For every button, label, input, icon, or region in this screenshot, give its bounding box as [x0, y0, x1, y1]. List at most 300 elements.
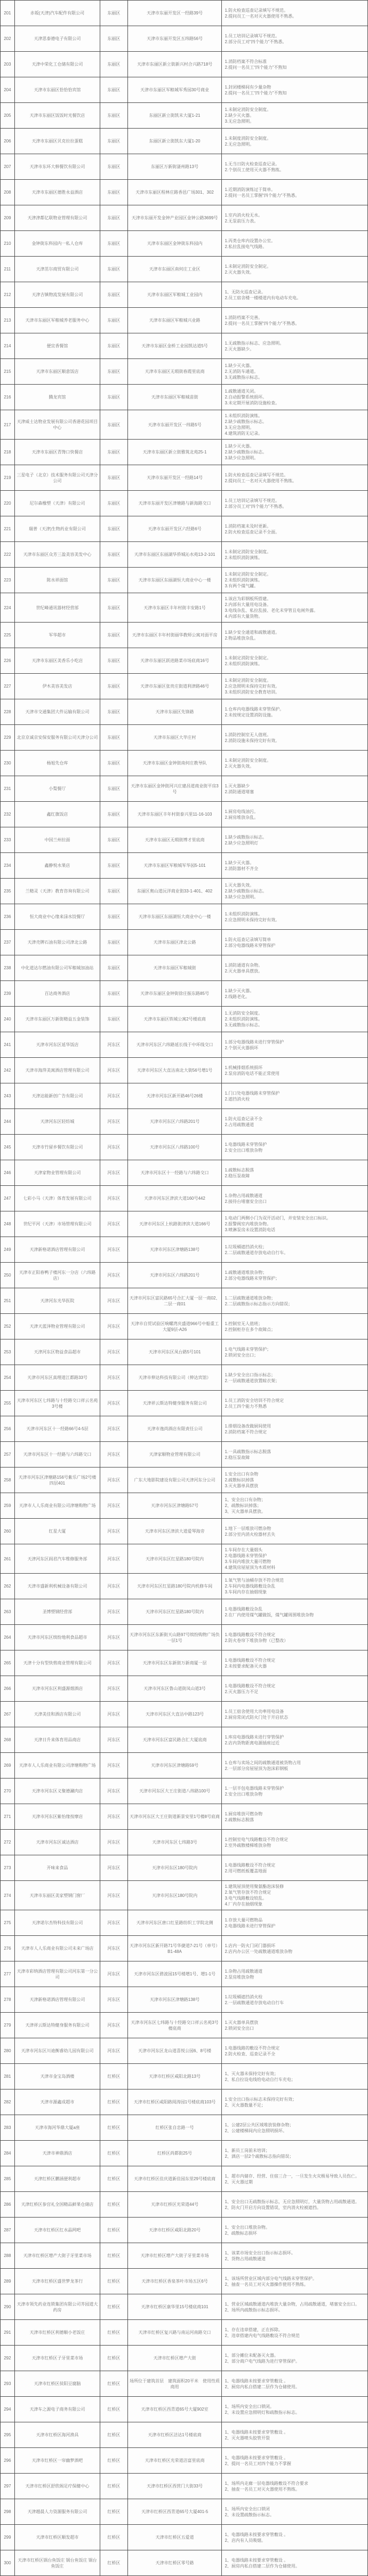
issue-line: 2.私拉乱接电气线路。	[225, 244, 267, 249]
issue-line: 3.无应急照明。	[225, 425, 254, 430]
row-number-cell: 213	[1, 308, 15, 333]
row-number-cell: 222	[1, 542, 15, 568]
table-row	[1, 180, 368, 205]
issues-cell	[222, 308, 368, 333]
company-name-cell: 天津市河东区川迪衡睿幼儿园有限公司	[14, 2038, 100, 2064]
issues-cell	[222, 623, 368, 648]
row-number-cell: 242	[1, 1058, 15, 1083]
issues-cell	[222, 282, 368, 308]
issues-cell	[222, 2218, 368, 2243]
issue-line: 1.未制定消防安全制定。	[225, 655, 271, 660]
row-number-cell: 292	[1, 2346, 15, 2371]
row-number-cell: 249	[1, 1237, 15, 1263]
district-cell: 东丽区	[100, 699, 127, 725]
table-row	[1, 955, 368, 981]
issue-line: 3.车间内堆放大量可燃物	[225, 1559, 271, 1564]
row-number-cell: 255	[1, 1391, 15, 1416]
district-cell: 河东区	[100, 1237, 127, 1263]
issue-line: 2.提问员工一名对灭火器使用不熟悉。	[225, 13, 297, 19]
issue-line: 2、公建楼梯间内应急照明损坏。	[225, 2128, 287, 2133]
address-cell: 天津市红桥区光荣道洁富里底商	[127, 2448, 222, 2474]
table-row	[1, 205, 368, 231]
issue-line: 2.消防通道堵塞	[225, 789, 254, 794]
district-cell: 河东区	[100, 1032, 127, 1058]
row-number-cell: 245	[1, 1135, 15, 1160]
issue-line: 2.消防器材不齐全	[225, 866, 259, 871]
row-number-cell: 263	[1, 1599, 15, 1625]
issues-cell	[222, 1599, 368, 1625]
issues-cell	[222, 1083, 368, 1109]
table-row	[1, 154, 368, 180]
issues-cell	[222, 1650, 368, 1676]
address-cell: 天津市河东区大直沽南北大街56号增1号	[127, 1058, 222, 1083]
address-cell: 天津市河东区凤台路5号101	[127, 1339, 222, 1365]
district-cell: 红桥区	[100, 2371, 127, 2397]
issues-cell	[222, 2115, 368, 2141]
issue-line: 2.稳压泵故障	[225, 1173, 250, 1178]
issue-line: 2.线路老化。	[225, 994, 250, 999]
issue-line: 2、抽查一名员工对灭火器使用不熟练。	[225, 2486, 300, 2492]
issues-cell	[222, 516, 368, 542]
address-cell: 天津市河东区东新街天山路97号缤纷购物广场负一层1号	[127, 1625, 222, 1650]
district-cell: 红桥区	[100, 2422, 127, 2448]
district-cell: 河东区	[100, 1058, 127, 1083]
table-row	[1, 1650, 368, 1676]
issue-line: 2.车间内电器线路敷设杂乱	[225, 1584, 276, 1589]
issue-line: 1.无当日防火检查巡查记录。	[225, 161, 280, 166]
issue-line: 3.喷淋泵房未设置消防电话	[225, 1227, 276, 1232]
company-name-cell: 天津新格诺酒店管理有限公司	[14, 1987, 100, 2013]
issues-cell	[222, 1727, 368, 1753]
issue-line: 1.未制定消防安全制度。	[225, 757, 271, 763]
table-row	[1, 2474, 368, 2499]
issue-line: 2.未组织消防演练。	[225, 1017, 263, 1022]
company-name-cell: 天津市彩纳酒店管理有限公司河东第一分公司	[14, 1961, 100, 1987]
address-cell: 广东大地影院建设有限公司天津河东分公司	[127, 1468, 222, 1493]
district-cell: 红桥区	[100, 2499, 127, 2525]
district-cell: 河东区	[100, 1519, 127, 1544]
address-cell: 天津市东丽区张贵庄街道利津路46号	[127, 674, 222, 699]
table-row	[1, 1468, 368, 1493]
district-cell: 东丽区	[100, 205, 127, 231]
row-number-cell: 296	[1, 2448, 15, 2474]
district-cell: 东丽区	[100, 542, 127, 568]
row-number-cell: 295	[1, 2422, 15, 2448]
row-number-cell: 265	[1, 1650, 15, 1676]
issues-cell	[222, 2448, 368, 2474]
row-number-cell: 285	[1, 2166, 15, 2192]
row-number-cell: 282	[1, 2089, 15, 2115]
district-cell: 红桥区	[100, 2550, 127, 2576]
address-cell: 天津市东丽区金钟街东科园内	[127, 231, 222, 257]
issue-line: 3.缺少应急照明。	[225, 895, 259, 899]
district-cell: 东丽区	[100, 491, 127, 516]
address-cell: 天津市河东区津塘路57号	[127, 1493, 222, 1519]
table-row	[1, 1574, 368, 1599]
district-cell: 东丽区	[100, 257, 127, 282]
issue-line: 1、电器线路未按要求穿管敷设 。	[225, 2532, 289, 2537]
issue-line: 2.提问一名员工“四个能力”不熟知	[225, 65, 287, 70]
row-number-cell: 257	[1, 1442, 15, 1468]
issues-cell	[222, 1416, 368, 1442]
issues-cell	[222, 674, 368, 699]
district-cell: 东丽区	[100, 853, 127, 879]
address-cell: 天津市河东区红星路180号院内	[127, 1599, 222, 1625]
company-name-cell: 恒大商业中心缘来渌水饺餐厅	[14, 904, 100, 930]
issue-line: 1.消防档案不完善。	[225, 315, 263, 320]
issue-line: 1.电动门两侧小门为双开活动门，并安装安全出口标识。	[225, 1216, 331, 1221]
table-row	[1, 1625, 368, 1650]
issue-line: 2、厨房内私自搭建二层作为仓储使用。	[225, 2384, 300, 2389]
issue-line: 1.垃圾桶遮挡消火栓；	[225, 1244, 267, 1249]
issues-cell	[222, 1032, 368, 1058]
issue-line: 2、灭火器过期	[225, 2179, 253, 2184]
issue-line: 1.消防档案未及时更新。	[225, 523, 271, 529]
company-name-cell: 中国兰州拉面	[14, 827, 100, 853]
district-cell: 红桥区	[100, 2218, 127, 2243]
company-name-cell: 天津市东丽区顺意饭店	[14, 359, 100, 385]
company-name-cell: 天津河东区阎君汽车维修服务部	[14, 1544, 100, 1574]
issue-line: 4.内部有大量货物。	[225, 614, 263, 619]
district-cell: 东丽区	[100, 231, 127, 257]
issue-line: 1、新员工岗前未培训；	[225, 2148, 270, 2153]
issues-cell	[222, 2294, 368, 2320]
row-number-cell: 219	[1, 465, 15, 491]
issue-line: 1、公建2层公共区域堆放装修杂物；	[225, 2122, 294, 2127]
issue-line: 2、疏散标识掉落；	[225, 1503, 261, 1508]
table-row	[1, 2166, 368, 2192]
address-cell: 天津市河东区新开路71号华捷道7-21号（单号）B1-48A	[127, 1936, 222, 1961]
district-cell: 东丽区	[100, 440, 127, 465]
company-name-cell: 天津家物业管理有限公司	[14, 1160, 100, 1186]
company-name-cell: 天津市红桥区利德顺小老饭庄	[14, 2320, 100, 2346]
row-number-cell: 275	[1, 1910, 15, 1936]
issue-line: 1.封闭楼梯间有少量杂物	[225, 84, 271, 90]
row-number-cell: 293	[1, 2371, 15, 2397]
company-name-cell: 天津市东丽区众芳三盈美容美发中心	[14, 542, 100, 568]
issue-line: 2.个别员工使用灭火器不熟练。	[225, 167, 284, 172]
company-name-cell: 天津越晨人力资源服务有限公司	[14, 2499, 100, 2525]
issues-cell	[222, 1881, 368, 1910]
address-cell: 天津市红桥区西青道65号大厦902室	[127, 2397, 222, 2422]
issues-cell	[222, 2192, 368, 2218]
address-cell: 天津市逸尚酒店有限责任公司	[127, 1416, 222, 1442]
issue-line: 3.缺少应急照明。	[225, 456, 259, 460]
issue-line: 3.未定期开展消防设施检查。	[225, 401, 280, 405]
company-name-cell: 三星电子（北京）技术服务有限公司天津分公司	[14, 465, 100, 491]
table-row	[1, 2422, 368, 2448]
row-number-cell: 271	[1, 1804, 15, 1830]
issue-line: 2.泵房消防电话不能正常使用	[225, 1071, 280, 1076]
table-row	[1, 2346, 368, 2371]
company-name-cell: 天津市红桥区红水晶网吧	[14, 2218, 100, 2243]
district-cell: 河东区	[100, 2038, 127, 2064]
table-row	[1, 1753, 368, 1779]
issue-line: 3.无应急照明。	[225, 119, 254, 124]
issue-line: 1.车间存在大量烟头	[225, 1548, 263, 1552]
address-cell: 天津市红桥区西营门大街33号	[127, 2474, 222, 2499]
district-cell: 河东区	[100, 1779, 127, 1804]
issue-line: 2.厨房堆放杂乱。	[225, 815, 259, 820]
table-row	[1, 568, 368, 593]
issue-line: 2.无消防车通道。	[225, 369, 259, 374]
district-cell: 红桥区	[100, 2525, 127, 2550]
row-number-cell: 244	[1, 1109, 15, 1135]
table-row	[1, 1493, 368, 1519]
issues-cell	[222, 1109, 368, 1135]
company-name-cell: 天津市河东区缤纷地利食品超市	[14, 1625, 100, 1650]
table-row	[1, 1910, 368, 1936]
issue-line: 2、疏散标志损坏	[225, 2230, 257, 2236]
issue-line: 1.库房电器线路未进行穿管保护	[225, 1734, 284, 1740]
issue-line: 1.缺少灭火器。	[225, 988, 254, 993]
issue-line: 1、该菜市场安全出口指示标志损坏。	[225, 2250, 295, 2255]
table-row	[1, 1519, 368, 1544]
issue-line: 2.用可燃纸板覆盖地面	[225, 1868, 267, 1873]
row-number-cell: 281	[1, 2064, 15, 2089]
district-cell: 东丽区	[100, 725, 127, 751]
table-row	[1, 231, 368, 257]
district-cell: 河东区	[100, 1365, 127, 1391]
district-cell: 河东区	[100, 1727, 127, 1753]
address-cell: 天津市河东区六纬路201号	[127, 1263, 222, 1288]
district-cell: 河东区	[100, 1288, 127, 1314]
row-number-cell: 294	[1, 2397, 15, 2422]
table-row	[1, 1160, 368, 1186]
district-cell: 红桥区	[100, 2448, 127, 2474]
company-name-cell: 天津市红桥区子牙里菜市场	[14, 2346, 100, 2371]
issues-cell	[222, 2089, 368, 2115]
address-cell: 天津市东丽开发区一纬路5号	[127, 410, 222, 440]
row-number-cell: 290	[1, 2294, 15, 2320]
table-row	[1, 2550, 368, 2576]
issues-cell	[222, 955, 368, 981]
table-row	[1, 77, 368, 103]
issue-line: 1.厨房电线油污。	[225, 809, 259, 814]
table-row	[1, 751, 368, 776]
issue-line: 1.员工宿舍使用大功率用电设备	[225, 1709, 284, 1714]
company-name-cell: 天津市东丽区万新街精益五金装饰	[14, 1007, 100, 1032]
issues-cell	[222, 648, 368, 674]
issues-cell	[222, 1544, 368, 1574]
issues-cell	[222, 2013, 368, 2038]
issue-line: 1.未制定消防安全制度。	[225, 107, 271, 112]
company-name-cell: 小梨餐厅	[14, 776, 100, 802]
address-cell: 天津市东丽区军粮城街	[127, 955, 222, 981]
table-row	[1, 1032, 368, 1058]
issue-line: 4.厂内存在抽烟现象	[225, 1902, 263, 1907]
issue-line: 1.二层疏散通道堆放杂物；	[225, 1295, 276, 1301]
issue-line: 2.在厂内使用煤气罐做饭，煤气罐周围堆放杂物	[225, 1612, 314, 1617]
table-row	[1, 2525, 368, 2550]
company-name-cell: 天津市河东区义聚德涮肉店	[14, 1779, 100, 1804]
table-row	[1, 2064, 368, 2089]
issue-line: 2、厨房内私自搭建二层作为仓储使用。	[225, 2563, 300, 2569]
issue-line: 2.未组织消防演练。	[225, 555, 263, 560]
row-number-cell: 233	[1, 827, 15, 853]
company-name-cell: 天津市人人乐商业有限公司津塘购物广场	[14, 1753, 100, 1779]
issues-cell	[222, 1493, 368, 1519]
district-cell: 东丽区	[100, 623, 127, 648]
address-cell: 天津市东丽开发区五纬路56号	[127, 26, 222, 52]
address-cell: 天津市河东区红星路180号院内机修车间	[127, 1574, 222, 1599]
issue-line: 3.无疏散指示标志。	[225, 1023, 263, 1027]
table-row	[1, 2397, 368, 2422]
issues-cell	[222, 385, 368, 410]
issue-line: 2.部分电器线路未穿管保护；	[225, 1275, 280, 1281]
row-number-cell: 203	[1, 52, 15, 77]
table-row	[1, 2499, 368, 2525]
company-name-cell: 天津红桥区鹏涵便利超市	[14, 2166, 100, 2192]
address-cell: 天津市红桥区增产大街子牙里菜市场	[127, 2243, 222, 2269]
issues-cell	[222, 205, 368, 231]
issue-line: 2.灭火器失效。	[225, 763, 254, 769]
address-cell: 天津市东丽开发区六经路6号	[127, 516, 222, 542]
table-row	[1, 1727, 368, 1753]
address-cell: 东丽区万新街滏州路13号	[127, 154, 222, 180]
district-cell: 河东区	[100, 1936, 127, 1961]
company-name-cell: 天津市红桥区增产大街子牙里菜市场	[14, 2243, 100, 2269]
address-cell: 天津市东丽区军粮城苗街	[127, 385, 222, 410]
address-cell: 天津市红桥区增产大街	[127, 2346, 222, 2371]
issues-cell	[222, 725, 368, 751]
company-name-cell: 天津市神鼎酒店	[14, 2141, 100, 2166]
issue-line: 1.缺少灭火器。	[225, 444, 254, 449]
issue-line: 1、安全出口无疏散指示标志，无应急照明灯，大量货物占用疏散通道。	[225, 2199, 359, 2204]
company-name-cell: 天津新格诺酒店管理有限公司	[14, 1237, 100, 1263]
issue-line: 1.丙类仓库内设置办公室。	[225, 238, 276, 243]
district-cell: 东丽区	[100, 879, 127, 904]
table-row	[1, 1855, 368, 1881]
issues-cell	[222, 1625, 368, 1650]
issues-cell	[222, 930, 368, 955]
district-cell: 河东区	[100, 1211, 127, 1237]
company-name-cell: 红星大厦	[14, 1519, 100, 1544]
district-cell: 东丽区	[100, 333, 127, 359]
company-name-cell: 便宜香餐馆	[14, 333, 100, 359]
district-cell: 红桥区	[100, 2269, 127, 2294]
issue-line: 2、抽查一名员工对灭火器操作使用不熟练。	[225, 2282, 308, 2287]
issue-line: 1.未制定消防安全制定。	[225, 264, 271, 269]
issue-line: 2.一层疏散通道存放电动自行车	[225, 2000, 284, 2005]
table-row	[1, 674, 368, 699]
row-number-cell: 299	[1, 2525, 15, 2550]
issue-line: 2、未设置疏散指示标志。	[225, 2512, 274, 2517]
issue-line: 1.缺少安全通道和疏散通道。	[225, 629, 280, 635]
table-row	[1, 516, 368, 542]
company-name-cell: 天津市东丽区美香乐小吃店	[14, 648, 100, 674]
district-cell: 河东区	[100, 1910, 127, 1936]
issue-line: 1.灭火器失效。	[225, 883, 254, 888]
issue-line: 1.电器线路的敷设不符合规定	[225, 2045, 280, 2051]
issues-cell	[222, 491, 368, 516]
row-number-cell: 287	[1, 2218, 15, 2243]
issue-line: 1.缺少灭火器。	[225, 860, 254, 865]
issue-line: 2.店内办公区一处疏散通道堆放杂物	[225, 1949, 293, 1954]
issue-line: 1、超市内储存、经营、住宿三合一，一旦发生火灾极易导致人员伤亡。	[225, 2173, 359, 2179]
table-row	[1, 2269, 368, 2294]
issue-line: 2.应急照明未保持完好有效。	[225, 684, 280, 689]
table-row	[1, 1442, 368, 1468]
issue-line: 2、灭火器数量不足；	[225, 2102, 266, 2108]
table-row	[1, 1676, 368, 1702]
issues-cell	[222, 129, 368, 154]
company-name-cell: 天津河东光华医院	[14, 1288, 100, 1314]
issue-line: 1、该场所营业区域内部分电气线路未穿管保护。	[225, 2276, 317, 2281]
issues-cell	[222, 904, 368, 930]
address-cell: 天津市东丽区先锋路	[127, 699, 222, 725]
issue-line: 2.防火检查巡查记录不全面。	[225, 529, 280, 535]
district-cell: 东丽区	[100, 648, 127, 674]
row-number-cell: 240	[1, 1007, 15, 1032]
district-cell: 河东区	[100, 1804, 127, 1830]
district-cell: 河东区	[100, 1544, 127, 1574]
district-cell: 河东区	[100, 1625, 127, 1650]
table-row	[1, 282, 368, 308]
table-row	[1, 725, 368, 751]
issue-line: 1.疏散通道堆放杂物；	[225, 1270, 267, 1275]
issues-cell	[222, 568, 368, 593]
table-row	[1, 699, 368, 725]
issue-line: 1.杂物占用疏散通道	[225, 1968, 263, 1974]
issue-line: 2.部分电器线路未穿管保护	[225, 943, 276, 948]
company-name-cell: 天津思泰德电子有限公司	[14, 26, 100, 52]
table-row	[1, 1881, 368, 1910]
row-number-cell: 289	[1, 2269, 15, 2294]
issue-line: 3.车间内存在抽烟现象	[225, 1590, 267, 1594]
table-row	[1, 1211, 368, 1237]
address-cell: 天津市河东区180号院内	[127, 1855, 222, 1881]
issue-line: 2.部分室内消火栓器材丢失	[225, 1532, 276, 1537]
row-number-cell: 246	[1, 1160, 15, 1186]
issue-line: 1.疏散标志脱落	[225, 1167, 254, 1173]
row-number-cell: 262	[1, 1574, 15, 1599]
issue-line: 2.疏散标志脱落	[225, 1817, 254, 1822]
district-cell: 东丽区	[100, 52, 127, 77]
address-cell: 天津市东丽区丰年村街丰安路1号	[127, 593, 222, 623]
district-cell: 红桥区	[100, 2166, 127, 2192]
district-cell: 河东区	[100, 1753, 127, 1779]
address-cell: 天津市东丽区丰年村街丽华教师公寓对面平房	[127, 623, 222, 648]
row-number-cell: 220	[1, 491, 15, 516]
row-number-cell: 247	[1, 1186, 15, 1211]
district-cell: 红桥区	[100, 2243, 127, 2269]
issue-line: 2.接待台堵塞安全出口	[225, 1199, 267, 1204]
row-number-cell: 218	[1, 440, 15, 465]
table-row	[1, 1416, 368, 1442]
row-number-cell: 297	[1, 2474, 15, 2499]
issue-line: 1.消防档案不符合标准	[225, 59, 267, 64]
issue-line: 1.防火巡查记录不全	[225, 1116, 263, 1121]
row-number-cell: 291	[1, 2320, 15, 2346]
company-name-cell: 天津市东丽区恰恰恰宾馆	[14, 77, 100, 103]
issue-line: 1.地下一层堆放可燃杂物	[225, 1526, 271, 1531]
district-cell: 红桥区	[100, 2294, 127, 2320]
issue-line: 1.电器线路敷设不符合规定	[225, 1862, 276, 1868]
table-row	[1, 1391, 368, 1416]
issues-cell	[222, 1442, 368, 1468]
address-cell: 红桥区尚都街25号	[127, 2141, 222, 2166]
company-name-cell: 世纪峰通讯器材经营部	[14, 593, 100, 623]
address-cell: 天津市红桥区西青道65号大厦401-5	[127, 2499, 222, 2525]
address-cell: 天津市红桥区洁达1号楼底商	[127, 2422, 222, 2448]
row-number-cell: 254	[1, 1365, 15, 1391]
issue-line: 2.员工四个能力不熟悉	[225, 1403, 267, 1409]
issue-line: 1.电器线路敷设杂乱	[225, 1606, 263, 1612]
address-cell: 天津市河东区津塘路59号	[127, 1753, 222, 1779]
row-number-cell: 269	[1, 1753, 15, 1779]
address-cell: 天津市河东区龙山道喜悦公园6、8号楼	[127, 2038, 222, 2064]
